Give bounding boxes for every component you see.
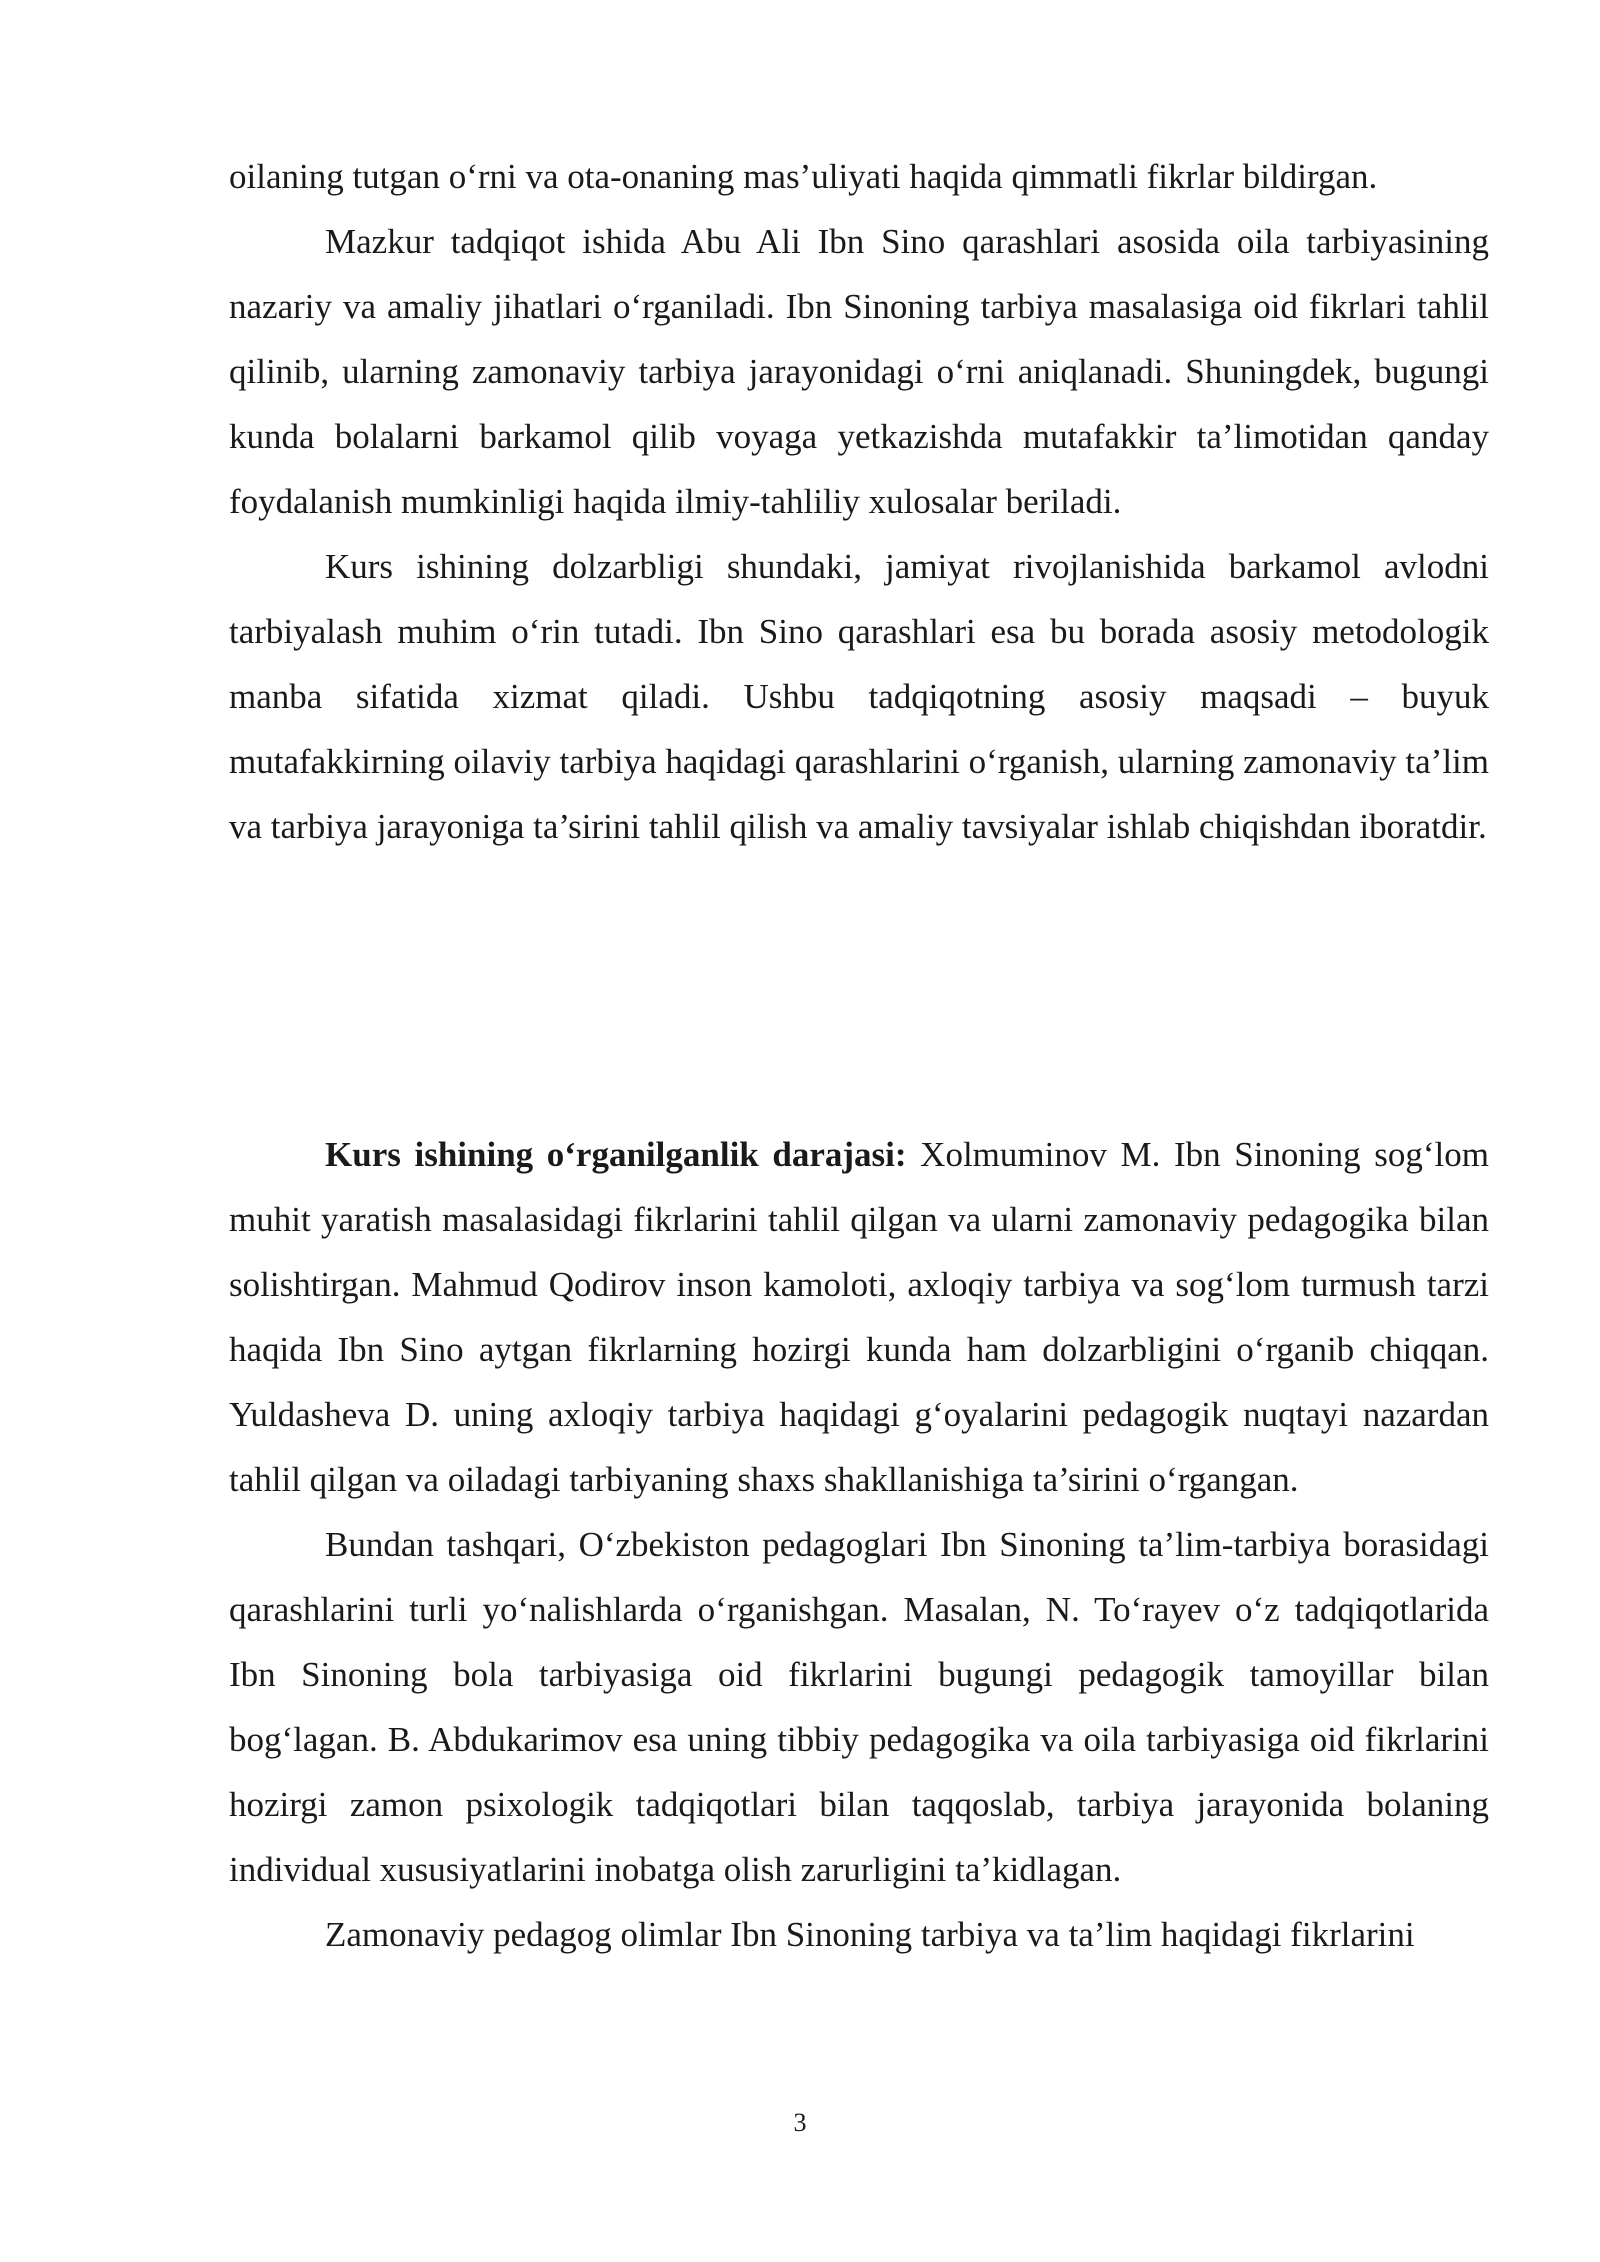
section-heading-continuation: Xolmuminov M. Ibn Sinoning sog‘lom muhit yaratish masalasidagi fikrlarini tahlil qilgan va ularni zamonaviy pedagogika bilan solishtirgan. Mahmud Qodirov inson kamoloti, axloqiy tarbiya va sog‘lom turmush tarzi haqida Ibn Sino aytgan fikrlarning hozirgi kunda ham dolzarbligini o‘rganib chiqqan. Yuldasheva D. uning axloqiy tarbiya haqidagi g‘oyalarini pedagogik nuqtayi nazardan tahlil qilgan va oiladagi tarbiyaning shaxs shakllanishiga ta’sirini o‘rgangan. <box>229 1135 1489 1499</box>
paragraph-continuation: oilaning tutgan o‘rni va ota-onaning mas’uliyati haqida qimmatli fikrlar bildirgan. <box>229 157 1378 196</box>
section-heading: Kurs ishining o‘rganilganlik darajasi: <box>325 1135 907 1174</box>
body-text-section-2 <box>229 1122 1489 1967</box>
paragraph-modern-scholars: Zamonaviy pedagog olimlar Ibn Sinoning tarbiya va ta’lim haqidagi fikrlarini <box>325 1915 1415 1954</box>
page-number: 3 <box>793 2108 807 2137</box>
paragraph-research-scope: Mazkur tadqiqot ishida Abu Ali Ibn Sino qarashlari asosida oila tarbiyasining nazariy va amaliy jihatlari o‘rganiladi. Ibn Sinoning tarbiya masalasiga oid fikrlari tahlil qilinib, ularning zamonaviy tarbiya jarayonidagi o‘rni aniqlanadi. Shuningdek, bugungi kunda bolalarni barkamol qilib voyaga yetkazishda mutafakkir ta’limotidan qanday foydalanish mumkinligi haqida ilmiy-tahliliy xulosalar beriladi. <box>229 222 1489 521</box>
body-text-section-1 <box>229 144 1489 859</box>
paragraph-study-level <box>229 1122 1489 1512</box>
paragraph-relevance: Kurs ishining dolzarbligi shundaki, jamiyat rivojlanishida barkamol avlodni tarbiyalash muhim o‘rin tutadi. Ibn Sino qarashlari esa bu borada asosiy metodologik manba sifatida xizmat qiladi. Ushbu tadqiqotning asosiy maqsadi – buyuk mutafakkirning oilaviy tarbiya haqidagi qarashlarini o‘rganish, ularning zamonaviy ta’lim va tarbiya jarayoniga ta’sirini tahlil qilish va amaliy tavsiyalar ishlab chiqishdan iboratdir. <box>229 547 1489 846</box>
paragraph-uzbek-pedagogues: Bundan tashqari, O‘zbekiston pedagoglari Ibn Sinoning ta’lim-tarbiya borasidagi qarashlarini turli yo‘nalishlarda o‘rganishgan. Masalan, N. To‘rayev o‘z tadqiqotlarida Ibn Sinoning bola tarbiyasiga oid fikrlarini bugungi pedagogik tamoyillar bilan bog‘lagan. B. Abdukarimov esa uning tibbiy pedagogika va oila tarbiyasiga oid fikrlarini hozirgi zamon psixologik tadqiqotlari bilan taqqoslab, tarbiya jarayonida bolaning individual xususiyatlarini inobatga olish zarurligini ta’kidlagan. <box>229 1525 1489 1889</box>
